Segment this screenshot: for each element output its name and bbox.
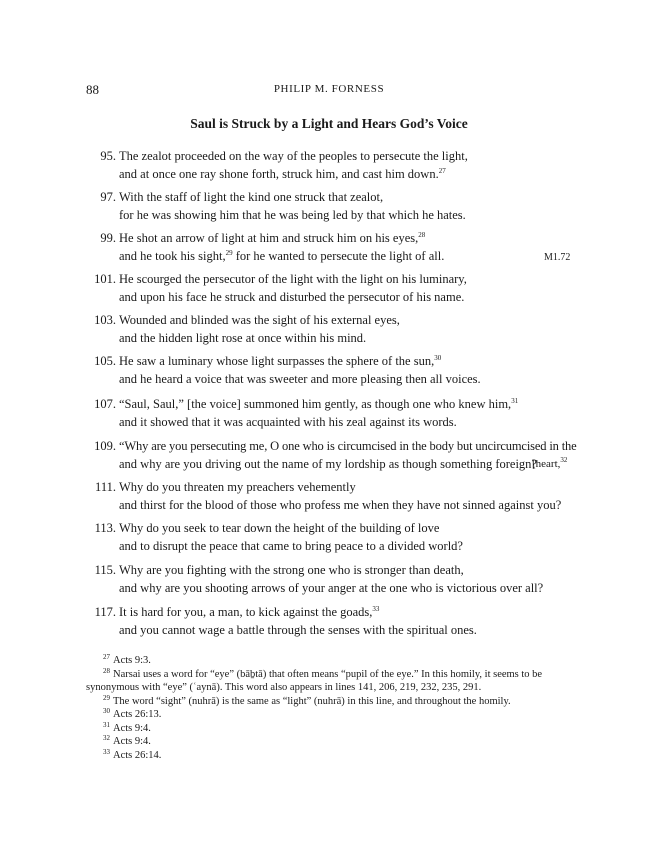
running-head [86, 82, 572, 98]
verse-line: and upon his face he struck and disturbed the persecutor of his name. [119, 290, 465, 304]
footnote-ref: 32 [560, 456, 568, 464]
page-number: 88 [86, 82, 99, 97]
verse-line: Why are you fighting with the strong one who is stronger than death, [119, 563, 464, 577]
verse-number: 113. [94, 521, 116, 535]
verse-line: “Saul, Saul,” [the voice] summoned him gently, as though one who knew him,$^{31}$ [119, 397, 519, 411]
verse-number: 115. [94, 563, 116, 577]
verse-line: Wounded and blinded was the sight of his external eyes, [119, 313, 400, 327]
verse-number: 109. [94, 439, 116, 453]
footnote: $^{30}$ Acts 26:13. [103, 707, 162, 720]
verse-line: and why are you driving out the name of my lordship as though something foreign? [119, 457, 537, 471]
verse-number: 111. [95, 480, 116, 494]
verse-line: He shot an arrow of light at him and struck him on his eyes,$^{28}$ [119, 231, 426, 245]
verse-line: He saw a luminary whose light surpasses the sphere of the sun,$^{30}$ [119, 354, 442, 368]
verse-line: The zealot proceeded on the way of the peoples to persecute the light, [119, 149, 468, 163]
verse-number: 105. [94, 354, 116, 368]
manuscript-margin-note: M1.72 [544, 252, 571, 263]
footnote: $^{31}$ Acts 9:4. [103, 720, 151, 734]
verse-line: With the staff of light the kind one struck that zealot, [119, 190, 384, 204]
verse-number: 95. [100, 149, 116, 163]
verse-line: and the hidden light rose at once within his mind. [119, 331, 367, 345]
verse-line: for he was showing him that he was being led by that which he hates. [119, 208, 466, 222]
footnote: $^{28}$ Narsai uses a word for “eye” (bāḇtā) that often means “pupil of the eye.” In this homily, it seems to be synonymous with “eye” (ʿaynā). This word also appears in lines 141, 206, 219, 232, 235, 291. [86, 666, 543, 693]
verse-number: 101. [94, 272, 116, 286]
footnote-ref: 28 [418, 231, 426, 239]
footnote: $^{27}$ Acts 9:3. [103, 653, 151, 666]
footnote: $^{33}$ Acts 26:14. [103, 747, 162, 761]
verse-line: Why do you seek to tear down the height of the building of love [119, 521, 440, 535]
footnote-ref: 31 [511, 397, 519, 405]
verse-number: 107. [94, 397, 116, 411]
verse-line: and he heard a voice that was sweeter and more pleasing then all voices. [119, 372, 481, 386]
verse-line: and to disrupt the peace that came to bring peace to a divided world? [119, 539, 463, 553]
footnotes [86, 654, 574, 762]
verse-line: “Why are you persecuting me, O one who is circumcised in the body but uncircumcised in the [119, 439, 577, 453]
footnote-ref: 33 [372, 605, 380, 613]
footnote-ref: 27 [438, 167, 446, 175]
verse-line: Why do you threaten my preachers vehemently [119, 480, 356, 494]
footnote-ref: 29 [225, 249, 233, 257]
line-continuation: [heart,$^{32}$ [532, 456, 568, 470]
footnote: $^{29}$ The word “sight” (nuhrā) is the same as “light” (nuhrā) in this line, and throughout the homily. [103, 693, 511, 707]
verse-line: and at once one ray shone forth, struck him, and cast him down.$^{27}$ [119, 167, 446, 181]
verse-line: He scourged the persecutor of the light with the light on his luminary, [119, 272, 467, 286]
verse-number: 103. [94, 313, 116, 327]
verse-line: and he took his sight,$^{29}$ for he wanted to persecute the light of all. [119, 249, 445, 263]
section-title: Saul is Struck by a Light and Hears God’s Voice [190, 116, 468, 131]
verse-number: 97. [100, 190, 116, 204]
footnote-ref: 30 [434, 354, 442, 362]
verse-number: 99. [100, 231, 116, 245]
footnote: $^{32}$ Acts 9:4. [103, 734, 151, 747]
verse-line: and it showed that it was acquainted with his zeal against its words. [119, 415, 457, 429]
verse-line: It is hard for you, a man, to kick against the goads,$^{33}$ [119, 605, 380, 619]
running-title: PHILIP M. FORNESS [273, 83, 385, 95]
verse-line: and why are you shooting arrows of your anger at the one who is victorious over all? [119, 581, 544, 595]
verse-line: and you cannot wage a battle through the senses with the spiritual ones. [119, 623, 477, 637]
verse-line: and thirst for the blood of those who profess me when they have not sinned against you? [119, 498, 562, 512]
verse-number: 117. [94, 605, 116, 619]
